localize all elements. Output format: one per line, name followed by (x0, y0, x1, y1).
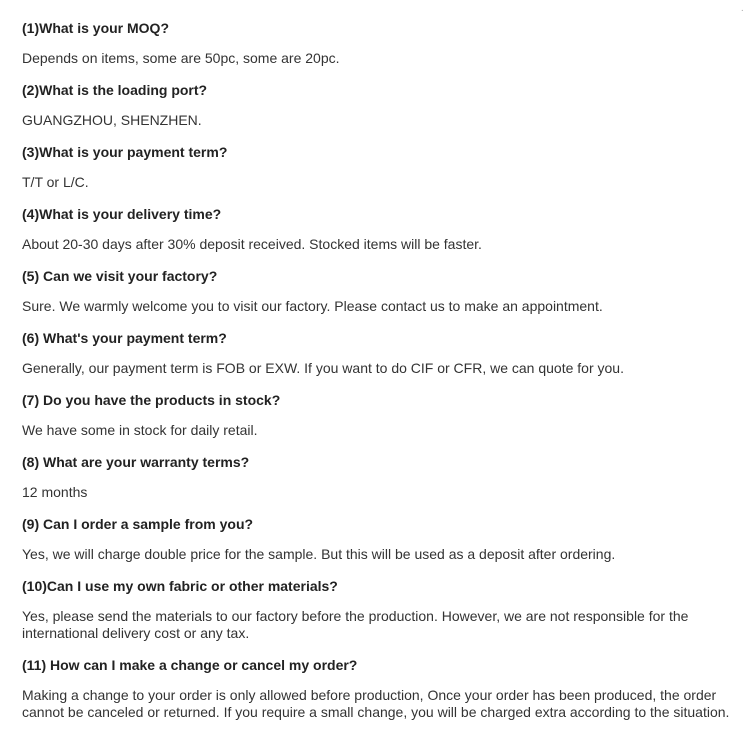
faq-answer: Depends on items, some are 50pc, some are 20pc. (22, 50, 340, 66)
faq-question: (8) What are your warranty terms? (22, 454, 250, 470)
faq-answer: About 20-30 days after 30% deposit received. Stocked items will be faster. (22, 236, 482, 252)
faq-question: (9) Can I order a sample from you? (22, 516, 254, 532)
faq-item-10 (22, 576, 744, 642)
faq-answer: Generally, our payment term is FOB or EXW. If you want to do CIF or CFR, we can quote for you. (22, 360, 624, 376)
faq-question: (1)What is your MOQ? (22, 20, 169, 36)
faq-item-3 (22, 142, 744, 191)
faq-question: (7) Do you have the products in stock? (22, 392, 281, 408)
faq-answer: Making a change to your order is only allowed before production, Once your order has been produced, the order cannot be canceled or returned. If you require a small change, you will be charged extra according to the situation. (22, 687, 730, 720)
faq-item-2 (22, 80, 744, 129)
faq-question: (11) How can I make a change or cancel my order? (22, 657, 358, 673)
faq-item-6 (22, 328, 744, 377)
faq-question: (4)What is your delivery time? (22, 206, 222, 222)
faq-question: (6) What's your payment term? (22, 330, 227, 346)
faq-item-1 (22, 18, 744, 67)
faq-item-7 (22, 390, 744, 439)
faq-answer: Yes, we will charge double price for the sample. But this will be used as a deposit after ordering. (22, 546, 616, 562)
faq-answer: Sure. We warmly welcome you to visit our factory. Please contact us to make an appointment. (22, 298, 603, 314)
faq-question: (5) Can we visit your factory? (22, 268, 218, 284)
faq-answer: GUANGZHOU, SHENZHEN. (22, 112, 202, 128)
corner-dot: · (740, 5, 744, 16)
faq-question: (3)What is your payment term? (22, 144, 228, 160)
faq-answer: We have some in stock for daily retail. (22, 422, 258, 438)
faq-answer: 12 months (22, 484, 88, 500)
faq-question: (10)Can I use my own fabric or other materials? (22, 578, 338, 594)
faq-item-4 (22, 204, 744, 253)
faq-answer: T/T or L/C. (22, 174, 89, 190)
faq-item-8 (22, 452, 744, 501)
faq-item-5 (22, 266, 744, 315)
faq-list (22, 18, 744, 734)
faq-answer: Yes, please send the materials to our factory before the production. However, we are not responsible for the international delivery cost or any tax. (22, 608, 689, 641)
faq-item-9 (22, 514, 744, 563)
faq-item-11 (22, 655, 744, 721)
faq-question: (2)What is the loading port? (22, 82, 208, 98)
